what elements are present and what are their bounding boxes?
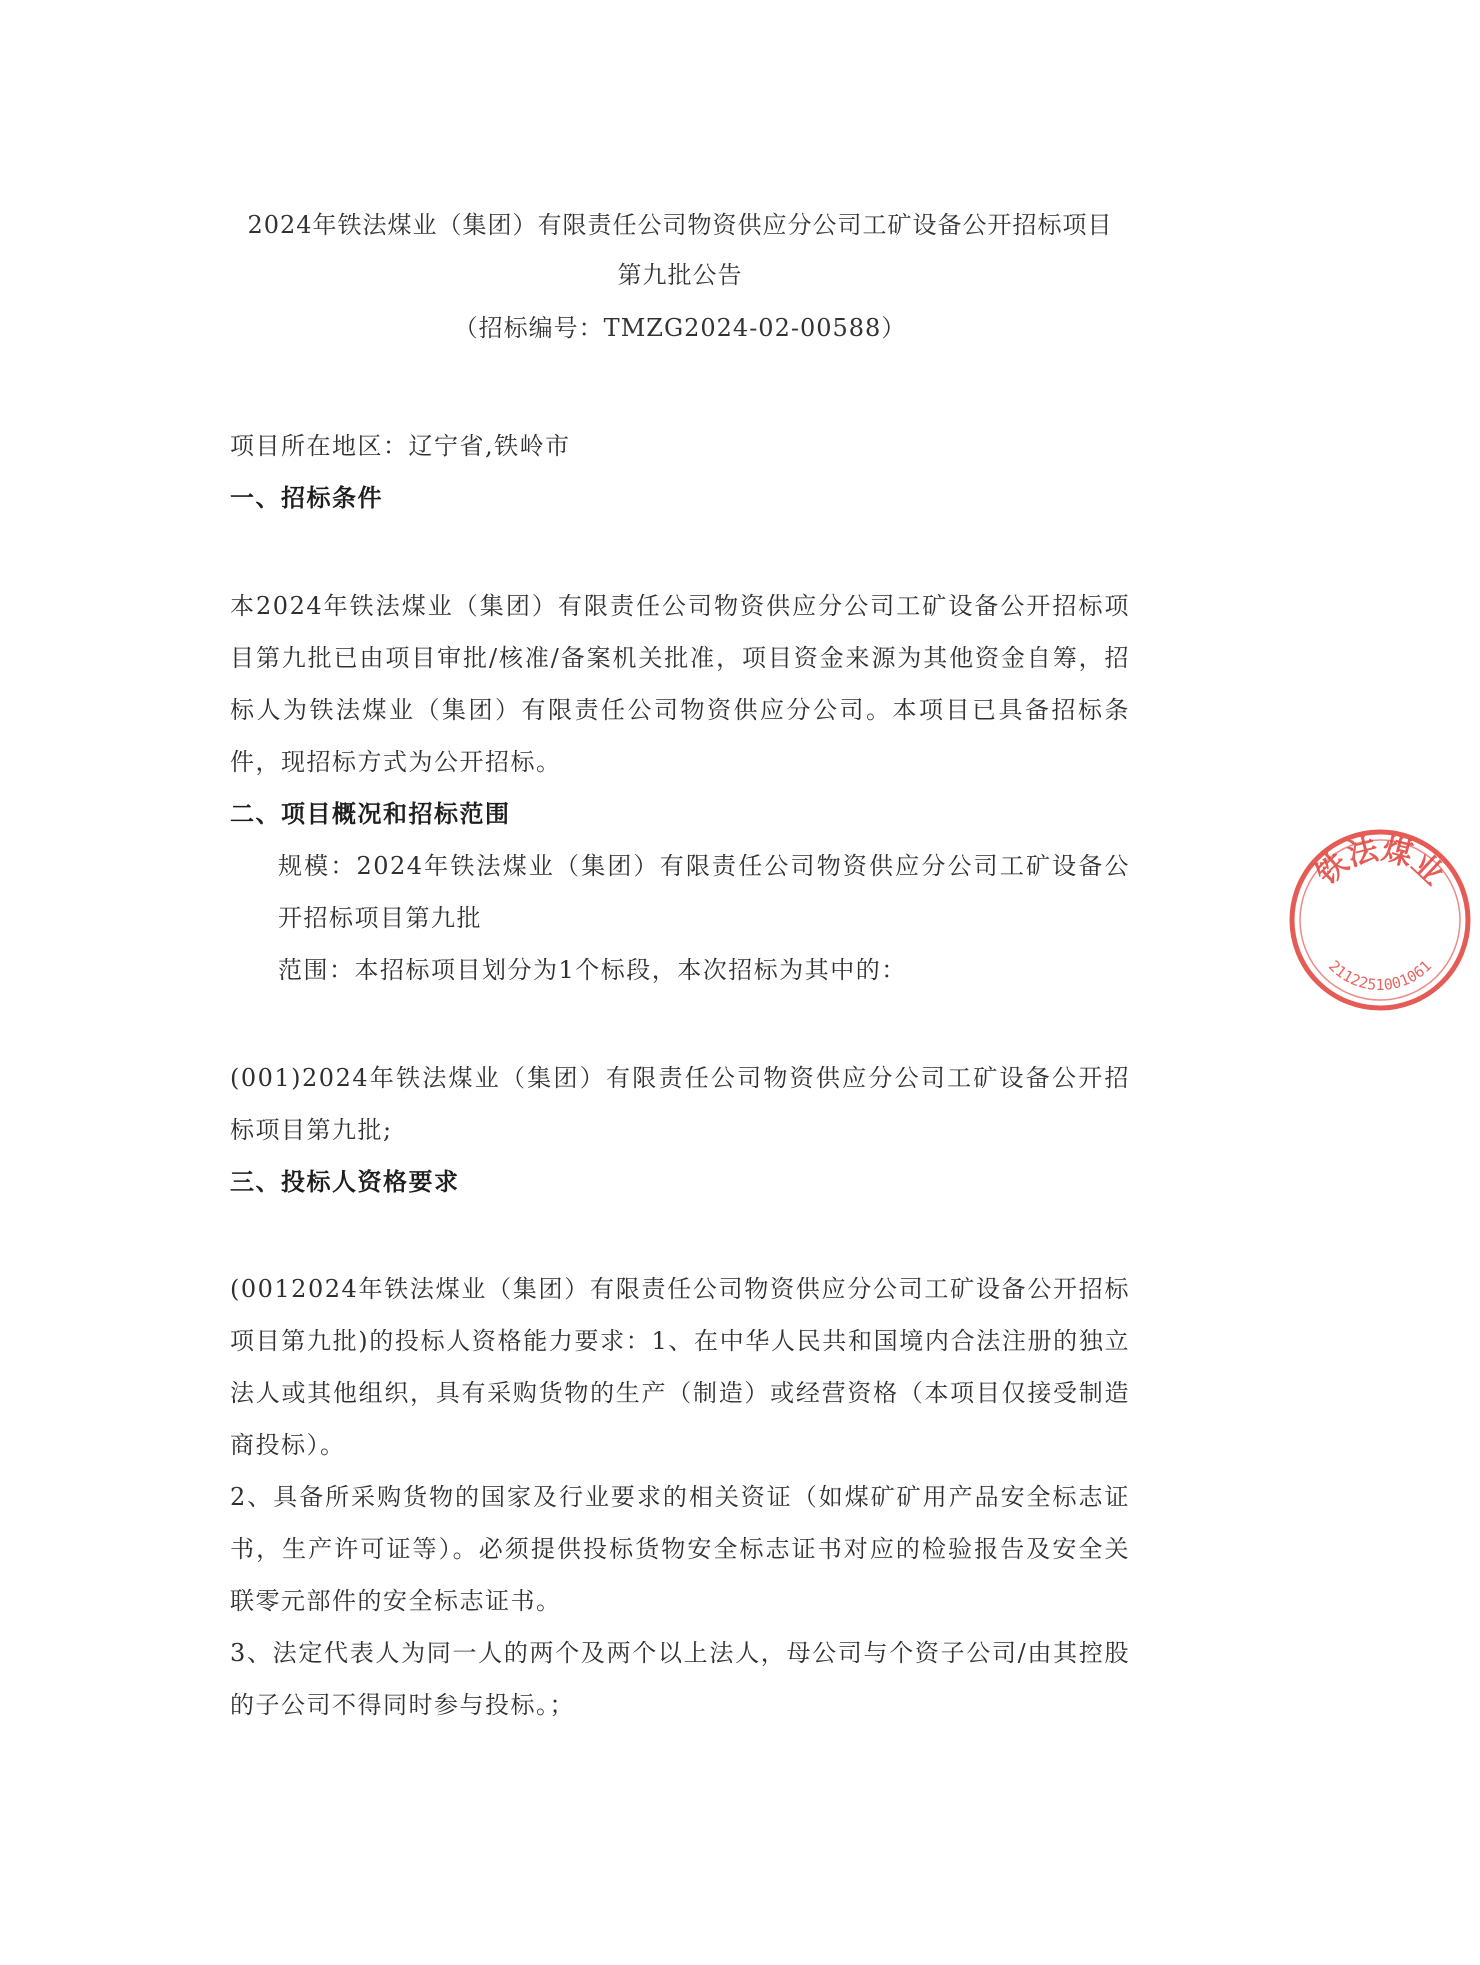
section-3-heading: 三、投标人资格要求: [230, 1167, 460, 1196]
company-seal-stamp: [1280, 820, 1480, 1020]
svg-text:铁法煤业: 铁法煤业: [1309, 831, 1451, 893]
project-location: 项目所在地区：辽宁省,铁岭市: [230, 432, 571, 460]
section-1-body: 本2024年铁法煤业（集团）有限责任公司物资供应分公司工矿设备公开招标项目第九批已由项目审批/核准/备案机关批准，项目资金来源为其他资金自筹，招标人为铁法煤业（集团）有限责任公司物资供应分公司。本项目已具备招标条件，现招标方式为公开招标。: [230, 592, 1130, 776]
doc-title-line-2: 第九批公告: [617, 261, 743, 289]
section-2-lot: (001)2024年铁法煤业（集团）有限责任公司物资供应分公司工矿设备公开招标项目第九批;: [230, 1064, 1130, 1144]
section-2-heading: 二、项目概况和招标范围: [230, 799, 511, 828]
svg-text:2112251001061: 2112251001061: [1324, 956, 1436, 994]
doc-title-line-1: 2024年铁法煤业（集团）有限责任公司物资供应分公司工矿设备公开招标项目: [247, 211, 1113, 239]
section-3-requirement-1: (0012024年铁法煤业（集团）有限责任公司物资供应分公司工矿设备公开招标项目第九批)的投标人资格能力要求：1、在中华人民共和国境内合法注册的独立法人或其他组织，具有采购货物的生产（制造）或经营资格（本项目仅接受制造商投标）。: [230, 1275, 1130, 1459]
section-1-heading: 一、招标条件: [230, 483, 383, 512]
section-2-scale: 规模：2024年铁法煤业（集团）有限责任公司物资供应分公司工矿设备公开招标项目第九批: [278, 852, 1130, 932]
section-3-requirement-2: 2、具备所采购货物的国家及行业要求的相关资证（如煤矿矿用产品安全标志证书，生产许可证等）。必须提供投标货物安全标志证书对应的检验报告及安全关联零元部件的安全标志证书。: [230, 1483, 1130, 1615]
tender-code: （招标编号：TMZG2024-02-00588）: [453, 314, 907, 342]
section-3-requirement-3: 3、法定代表人为同一人的两个及两个以上法人，母公司与个资子公司/由其控股的子公司不得同时参与投标。；: [230, 1639, 1130, 1719]
section-2-range: 范围：本招标项目划分为1个标段，本次招标为其中的：: [278, 956, 907, 984]
